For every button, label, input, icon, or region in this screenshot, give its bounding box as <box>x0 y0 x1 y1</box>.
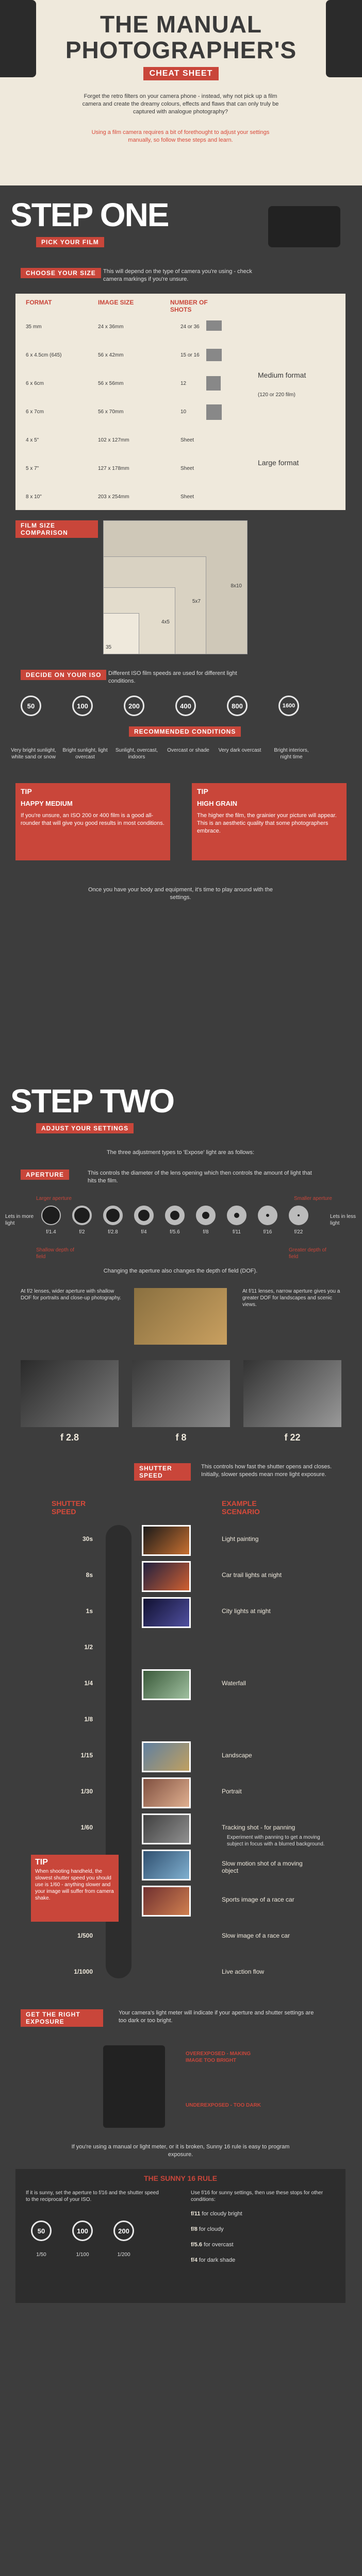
sunny-speed: 1/100 <box>76 2252 89 2258</box>
lets-more-light: Lets in more light <box>5 1214 34 1226</box>
speed-scenario: Slow image of a race car <box>222 1932 290 1939</box>
row-format: 35 mm <box>26 324 42 330</box>
fvalue-label: f 8 <box>175 1432 187 1443</box>
aperture-icon <box>227 1206 246 1225</box>
comp-label: 8x10 <box>231 583 242 589</box>
speed-scenario: Car trail lights at night <box>222 1571 282 1579</box>
speed-scenario: Landscape <box>222 1752 252 1759</box>
step-two-section <box>0 1082 362 2576</box>
large-format-label: Large format <box>258 459 299 467</box>
condition-4: Overcast or shade <box>167 748 209 753</box>
shutter-tip-2: Experiment with panning to get a moving subject in focus with a blurred background. <box>227 1835 325 1847</box>
row-size: 56 x 42mm <box>98 352 124 358</box>
aperture-icon <box>72 1206 92 1225</box>
smaller-aperture-label: Smaller aperture <box>294 1196 332 1201</box>
dof-text: Changing the aperture also changes the depth of field (DOF). <box>103 1268 258 1274</box>
dof-low-text: At f/2 lenses, wider aperture with shallow DOF for portraits and close-up photography. <box>21 1289 121 1301</box>
aperture-icon <box>41 1206 61 1225</box>
intro-text-2: Using a film camera requires a bit of forethought to adjust your settings manually, so follow these steps and learn. <box>91 129 270 143</box>
medium-format-label: Medium format <box>258 371 306 379</box>
speed-value: 1/30 <box>80 1788 93 1795</box>
shallow-dof-label: Shallow depth of field <box>36 1247 74 1260</box>
sunny-fstop: f/5.6 <box>191 2242 203 2248</box>
shutter-speed-heading: SHUTTER SPEED <box>52 1499 86 1516</box>
row-shots: Sheet <box>180 437 194 443</box>
header-section <box>0 0 362 185</box>
title-line-1: THE MANUAL <box>100 11 262 38</box>
row-size: 56 x 56mm <box>98 381 124 386</box>
row-size: 127 x 178mm <box>98 466 129 471</box>
step-one-outro: Once you have your body and equipment, it's time to play around with the settings. <box>88 887 273 901</box>
example-photo <box>142 1741 191 1772</box>
comp-label: 5x7 <box>192 599 201 604</box>
film-comparison-tag: FILM SIZE COMPARISON <box>15 520 98 538</box>
aperture-tag: APERTURE <box>21 1170 69 1180</box>
fstop-label: f/11 <box>233 1229 241 1235</box>
tip-text: If you're unsure, an ISO 200 or 400 film is a good all-rounder that will give you good results in most conditions. <box>21 812 164 826</box>
tip-title: TIP <box>35 1858 48 1867</box>
condition-2: Bright sunlight, light overcast <box>62 748 108 760</box>
film-table <box>15 294 345 510</box>
iso-200-badge: 200 <box>124 696 144 716</box>
exposure-text: Your camera's light meter will indicate if your aperture and shutter settings are too dark or too bright. <box>119 2010 314 2024</box>
sunny-row <box>191 2226 335 2233</box>
film-icon <box>206 320 222 331</box>
speed-value: 1/15 <box>80 1752 93 1759</box>
fvalue-label: f 22 <box>284 1432 301 1443</box>
shutter-row <box>0 1561 362 1592</box>
table-row <box>15 371 242 397</box>
sunny-condition: for cloudy <box>199 2226 224 2232</box>
tip-text: The higher the film, the grainier your picture will appear. This is an aesthetic quality that some photographers embrace. <box>197 812 337 834</box>
iso-400-badge: 400 <box>175 696 196 716</box>
speed-value: 1/2 <box>84 1643 93 1651</box>
iso-50-badge: 50 <box>21 696 41 716</box>
aperture-icon <box>289 1206 308 1225</box>
aperture-icon <box>165 1206 185 1225</box>
shutter-row <box>0 1777 362 1808</box>
example-photo <box>142 1814 191 1844</box>
sunny16-title: THE SUNNY 16 RULE <box>143 2174 218 2182</box>
sunny-speed: 1/200 <box>117 2252 130 2258</box>
row-size: 102 x 127mm <box>98 437 129 443</box>
shutter-row <box>0 1525 362 1556</box>
shutter-row <box>0 1597 362 1628</box>
fstop-label: f/4 <box>141 1229 147 1235</box>
choose-size-text: This will depend on the type of camera you're using - check camera markings if you're unsure. <box>103 268 252 282</box>
row-format: 5 x 7" <box>26 466 39 471</box>
row-shots: 15 or 16 <box>180 352 200 358</box>
table-row <box>15 343 242 368</box>
example-scenario-heading: EXAMPLE SCENARIO <box>222 1499 260 1516</box>
speed-value: 1/1000 <box>74 1968 93 1975</box>
tip-heading: HIGH GRAIN <box>197 800 237 807</box>
sunny16-left-text: If it is sunny, set the aperture to f/16 and the shutter speed to the reciprocal of your ISO. <box>26 2190 159 2202</box>
shutter-row <box>0 1741 362 1772</box>
fstop-label: f/22 <box>294 1229 303 1235</box>
choose-size-tag: CHOOSE YOUR SIZE <box>21 268 101 278</box>
tip-title: TIP <box>197 787 208 795</box>
tip-title: TIP <box>21 787 32 795</box>
table-row <box>15 456 242 482</box>
medium-format-note: (120 or 220 film) <box>258 392 295 398</box>
table-header-size: IMAGE SIZE <box>98 299 134 306</box>
sunny-iso-badge: 50 <box>31 2221 52 2241</box>
row-shots: 10 <box>180 409 187 415</box>
table-row <box>15 399 242 425</box>
film-canister-photo-1 <box>21 1360 119 1427</box>
tip-text: When shooting handheld, the slowest shutter speed you should use is 1/60 - anything slower and your image will suffer from camera shake. <box>35 1869 114 1901</box>
fstop-label: f/2 <box>79 1229 85 1235</box>
step-one-section <box>0 185 362 1082</box>
iso-1600-badge: 1600 <box>278 696 299 716</box>
shutter-row <box>0 1705 362 1736</box>
speed-scenario: Sports image of a race car <box>222 1896 294 1903</box>
row-format: 8 x 10" <box>26 494 42 500</box>
row-shots: Sheet <box>180 494 194 500</box>
sunny16-box <box>15 2169 345 2303</box>
comp-label: 4x5 <box>161 619 170 625</box>
table-row <box>15 484 242 510</box>
speed-value: 1s <box>86 1607 93 1615</box>
condition-1: Very bright sunlight, white sand or snow <box>11 748 56 760</box>
example-photo <box>142 1669 191 1700</box>
speed-scenario: Slow motion shot of a moving object <box>222 1860 303 1874</box>
camera-icon-right <box>268 206 340 247</box>
step-two-title: STEP TWO <box>10 1082 174 1120</box>
sunny-row <box>191 2241 335 2249</box>
film-canister-photo-2 <box>132 1360 230 1427</box>
sunny-row <box>191 2257 335 2264</box>
shutter-row <box>0 1669 362 1700</box>
row-size: 203 x 254mm <box>98 494 129 500</box>
example-photo <box>142 1561 191 1592</box>
shutter-row <box>0 1633 362 1664</box>
table-row <box>15 428 242 453</box>
speed-value: 8s <box>86 1571 93 1579</box>
sunny-fstop: f/11 <box>191 2211 201 2217</box>
example-photo <box>142 1777 191 1808</box>
condition-6: Bright interiors, night time <box>274 748 309 760</box>
comp-label: 35 <box>106 645 112 650</box>
dof-example-photo <box>134 1288 227 1345</box>
example-photo <box>142 1850 191 1880</box>
larger-aperture-label: Larger aperture <box>36 1196 72 1201</box>
speed-value: 1/60 <box>80 1824 93 1831</box>
lets-less-light: Lets in less light <box>330 1214 356 1226</box>
sunny-condition: for overcast <box>204 2242 234 2248</box>
title-tag <box>0 67 362 80</box>
table-header-format: FORMAT <box>26 299 52 306</box>
speed-scenario: Waterfall <box>222 1680 246 1687</box>
condition-5: Very dark overcast <box>218 748 261 753</box>
shutter-tip-box <box>31 1855 119 1922</box>
underexposed-label: UNDEREXPOSED - TOO DARK <box>186 2103 261 2108</box>
shutter-text: This controls how fast the shutter opens and closes. Initially, slower speeds mean more light exposure. <box>201 1464 332 1478</box>
row-shots: Sheet <box>180 466 194 471</box>
tip-box-left <box>15 783 170 860</box>
decide-iso-tag: DECIDE ON YOUR ISO <box>21 670 106 680</box>
sunny-condition: for cloudy bright <box>202 2211 242 2217</box>
row-size: 56 x 70mm <box>98 409 124 415</box>
example-photo <box>142 1886 191 1917</box>
row-format: 6 x 4.5cm (645) <box>26 352 62 358</box>
sunny-condition: for dark shade <box>199 2257 236 2263</box>
fstop-label: f/5.6 <box>170 1229 180 1235</box>
light-meter-illustration <box>103 2045 165 2128</box>
exposure-tag: GET THE RIGHT EXPOSURE <box>21 2009 103 2027</box>
aperture-icon <box>103 1206 123 1225</box>
row-shots: 12 <box>180 381 187 386</box>
step-two-intro: The three adjustment types to 'Expose' light are as follows: <box>106 1149 255 1156</box>
aperture-icon <box>196 1206 216 1225</box>
row-format: 4 x 5" <box>26 437 39 443</box>
step-two-tag: ADJUST YOUR SETTINGS <box>36 1123 134 1133</box>
sunny-iso-badge: 200 <box>113 2221 134 2241</box>
recommended-conditions-tag: RECOMMENDED CONDITIONS <box>129 726 241 737</box>
iso-100-badge: 100 <box>72 696 93 716</box>
speed-scenario: Tracking shot - for panning <box>222 1824 295 1831</box>
film-icon <box>206 376 221 391</box>
aperture-icon <box>134 1206 154 1225</box>
table-row <box>15 314 242 340</box>
iso-800-badge: 800 <box>227 696 248 716</box>
step-one-title: STEP ONE <box>10 196 169 233</box>
speed-scenario: Light painting <box>222 1535 259 1543</box>
shutter-row <box>0 1922 362 1953</box>
title-line-2: PHOTOGRAPHER'S <box>65 37 297 63</box>
cheat-sheet-tag: CHEAT SHEET <box>143 67 219 80</box>
exposure-note: If you're using a manual or light meter, or it is broken, Sunny 16 rule is easy to program exposure. <box>71 2144 290 2158</box>
overexposed-label: OVEREXPOSED - MAKING IMAGE TOO BRIGHT <box>186 2051 251 2063</box>
iso-text: Different ISO film speeds are used for different light conditions. <box>108 670 237 684</box>
speed-scenario: Portrait <box>222 1788 242 1795</box>
row-shots: 24 or 36 <box>180 324 200 330</box>
speed-value: 1/8 <box>84 1716 93 1723</box>
film-icon <box>206 349 222 361</box>
tip-heading: HAPPY MEDIUM <box>21 800 73 807</box>
sunny-fstop: f/8 <box>191 2226 198 2232</box>
tip-box-right <box>192 783 347 860</box>
example-photo <box>142 1597 191 1628</box>
speed-value: 1/4 <box>84 1680 93 1687</box>
fstop-label: f/2.8 <box>108 1229 118 1235</box>
fstop-label: f/16 <box>263 1229 272 1235</box>
sunny-fstop: f/4 <box>191 2257 198 2263</box>
greater-dof-label: Greater depth of field <box>289 1247 326 1260</box>
speed-scenario: City lights at night <box>222 1607 271 1615</box>
sunny-iso-badge: 100 <box>72 2221 93 2241</box>
speed-scenario: Live action flow <box>222 1968 265 1975</box>
row-format: 6 x 7cm <box>26 409 44 415</box>
fstop-label: f/1.4 <box>46 1229 56 1235</box>
aperture-icon <box>258 1206 277 1225</box>
speed-value: 1/500 <box>77 1932 93 1939</box>
aperture-text: This controls the diameter of the lens opening which then controls the amount of light that hits the film. <box>88 1170 312 1184</box>
sunny16-right-intro: Use f/16 for sunny settings, then use these stops for other conditions: <box>191 2190 323 2202</box>
sunny-row <box>191 2210 335 2218</box>
table-header-shots: NUMBER OF SHOTS <box>170 299 208 313</box>
row-size: 24 x 36mm <box>98 324 124 330</box>
intro-text: Forget the retro filters on your camera phone - instead, why not pick up a film camera and create the dreamy colours, effects and flaws that can only truly be captured with analogue photography? <box>82 93 279 115</box>
step-one-tag: PICK YOUR FILM <box>36 237 104 247</box>
film-canister-photo-3 <box>243 1360 341 1427</box>
speed-value: 30s <box>82 1535 93 1543</box>
fstop-label: f/8 <box>203 1229 209 1235</box>
film-icon <box>206 404 222 420</box>
condition-3: Sunlight, overcast, indoors <box>115 748 158 760</box>
shutter-row <box>0 1958 362 1989</box>
dof-high-text: At f/11 lenses, narrow aperture gives you a greater DOF for landscapes and scenic views. <box>242 1289 340 1308</box>
fvalue-label: f 2.8 <box>60 1432 79 1443</box>
shutter-speed-tag: SHUTTER SPEED <box>134 1463 191 1481</box>
row-format: 6 x 6cm <box>26 381 44 386</box>
example-photo <box>142 1525 191 1556</box>
sunny-speed: 1/50 <box>36 2252 46 2258</box>
